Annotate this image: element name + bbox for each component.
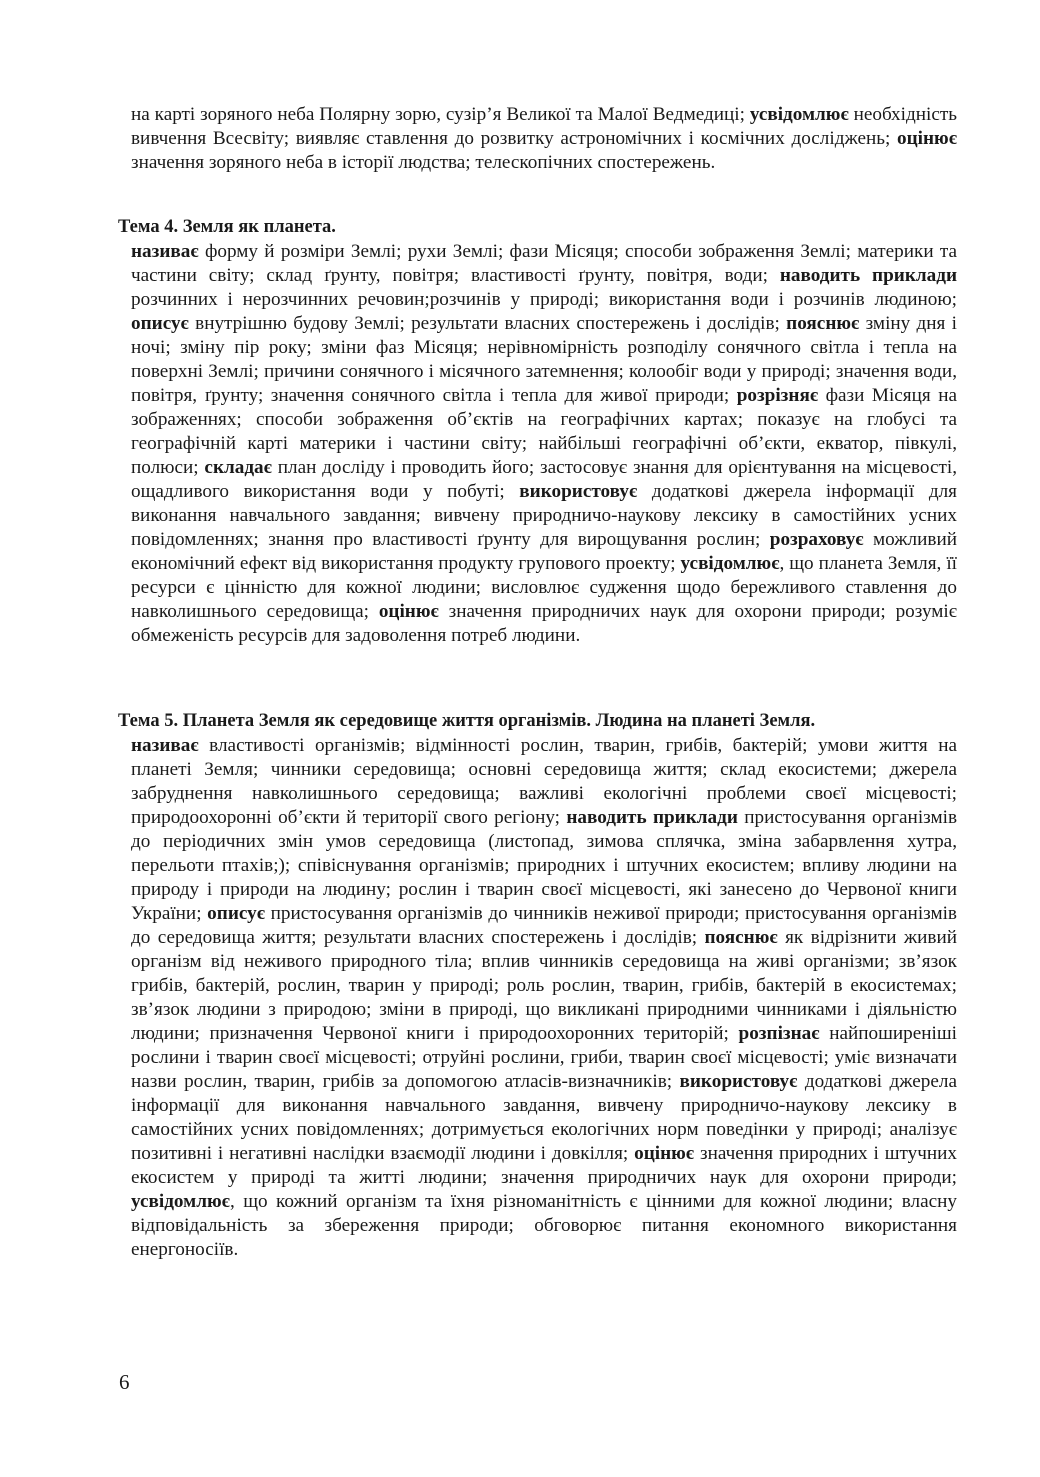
keyword-bold: оцінює	[378, 601, 439, 622]
keyword-bold: усвідомлює	[749, 104, 849, 125]
text-run: , що планета Земля, її ресурси є цінністю для кожної людини; висловлює судження щодо бережливого ставлення до навколишнього середовища;	[131, 553, 958, 622]
topic-5-heading: Тема 5. Планета Земля як середовище життя організмів. Людина на планеті Земля.	[118, 711, 816, 731]
keyword-bold: оцінює	[634, 1143, 695, 1164]
keyword-bold: розпізнає	[738, 1023, 820, 1044]
topic-5-paragraph	[131, 734, 957, 1262]
text-run: найпоширеніші рослини і тварин своєї місцевості; отруйні рослини, гриби, тварин своєї місцевості; уміє визначати назви рослин, тварин, грибів за допомогою атласів-визначників;	[131, 1023, 957, 1092]
text-run: властивості організмів; відмінності рослин, тварин, грибів, бактерій; умови життя на планеті Земля; чинники середовища; основні середовища життя; склад екосистеми; джерела забруднення навколишнього середовища; важливі екологічні проблеми своєї місцевості; природоохоронні об’єкти й території свого регіону;	[131, 735, 957, 828]
page-number: 6	[119, 1370, 130, 1394]
text-run: внутрішню будову Землі; результати власних спостережень і дослідів;	[188, 313, 787, 334]
keyword-bold: пояснює	[704, 927, 778, 948]
text-run: на карті зоряного неба Полярну зорю, сузір’я Великої та Малої Ведмедиці;	[131, 104, 750, 125]
text-run: можливий економічний ефект від використання продукту групового проекту;	[131, 529, 957, 574]
topic-4-paragraph	[131, 240, 957, 648]
keyword-bold: розраховує	[769, 529, 864, 550]
text-run: план досліду і проводить його; застосовує знання для орієнтування на місцевості, ощадливого використання води у побуті;	[131, 457, 957, 502]
text-run: додаткові джерела інформації для виконання навчального завдання, вивчену природничо-наукову лексику в самостійних усних повідомленнях; дотримується екологічних норм поведінки у природі; аналізує позитивні і негативні наслідки взаємодії людини і довкілля;	[131, 1071, 957, 1164]
keyword-bold: оцінює	[897, 128, 957, 149]
intro-paragraph	[131, 103, 957, 175]
text-run: пристосування організмів до періодичних змін умов середовища (листопад, зимова сплячка, зміна забарвлення хутра, перельоти птахів;); співіснування організмів; природних і штучних екосистем; впливу людини на природу і природи на людину; рослин і тварин своєї місцевості, які занесено до Червоної книги України;	[131, 807, 958, 924]
text-run: значення зоряного неба в історії людства; телескопічних спостережень.	[131, 152, 716, 173]
keyword-bold: усвідомлює	[131, 1191, 230, 1212]
text-run: пристосування організмів до чинників неживої природи; пристосування організмів до середовища життя; результати власних спостережень і дослідів;	[131, 903, 957, 948]
keyword-bold: називає	[131, 735, 199, 756]
keyword-bold: розрізняє	[736, 385, 819, 406]
text-run: значення природних і штучних екосистем у природі та житті людини; значення природничих наук для охорони природи;	[131, 1143, 957, 1188]
keyword-bold: наводить приклади	[779, 265, 957, 286]
keyword-bold: пояснює	[786, 313, 860, 334]
keyword-bold: наводить приклади	[566, 807, 738, 828]
text-run: додаткові джерела інформації для виконання навчального завдання; вивчену природничо-наукову лексику в самостійних усних повідомленнях; знання про властивості ґрунту для вирощування рослин;	[131, 481, 957, 550]
keyword-bold: використовує	[679, 1071, 798, 1092]
text-run: форму й розміри Землі; рухи Землі; фази Місяця; способи зображення Землі; материки та частини світу; склад ґрунту, повітря; властивості ґрунту, повітря, води;	[131, 241, 957, 286]
text-run: як відрізнити живий організм від неживого природного тіла; вплив чинників середовища на живі організми; зв’язок грибів, бактерій, рослин, тварин у природі; роль рослин, тварин, грибів, бактерій в екосистемах; зв’язок людини з природою; зміни в природі, що викликані природними чинниками і діяльністю людини; призначення Червоної книги і природоохоронних територій;	[131, 927, 957, 1044]
text-run: розчинних і нерозчинних речовин;розчинів у природі; використання води і розчинів людиною;	[131, 289, 957, 310]
keyword-bold: усвідомлює	[680, 553, 780, 574]
text-run: значення природничих наук для охорони природи; розуміє обмеженість ресурсів для задоволення потреб людини.	[131, 601, 957, 646]
text-run: , що кожний організм та їхня різноманітність є цінними для кожної людини; власну відповідальність за збереження природи; обговорює питання економного використання енергоносіїв.	[131, 1191, 957, 1260]
keyword-bold: використовує	[519, 481, 638, 502]
keyword-bold: описує	[207, 903, 266, 924]
text-run: фази Місяця на зображеннях; способи зображення об’єктів на географічних картах; показує на глобусі та географічній карті материки і частини світу; найбільші географічні об’єкти, екватор, півкулі, полюси;	[131, 385, 957, 478]
keyword-bold: складає	[204, 457, 272, 478]
topic-4-heading: Тема 4. Земля як планета.	[118, 217, 336, 237]
text-run: необхідність вивчення Всесвіту; виявляє ставлення до розвитку астрономічних і космічних досліджень;	[131, 104, 957, 149]
keyword-bold: називає	[131, 241, 199, 262]
keyword-bold: описує	[131, 313, 189, 334]
text-run: зміну дня і ночі; зміну пір року; зміни фаз Місяця; нерівномірність розподілу сонячного світла і тепла на поверхні Землі; причини сонячного і місячного затемнення; колообіг води у природі; значення води, повітря, ґрунту; значення сонячного світла і тепла для живої природи;	[131, 313, 957, 406]
